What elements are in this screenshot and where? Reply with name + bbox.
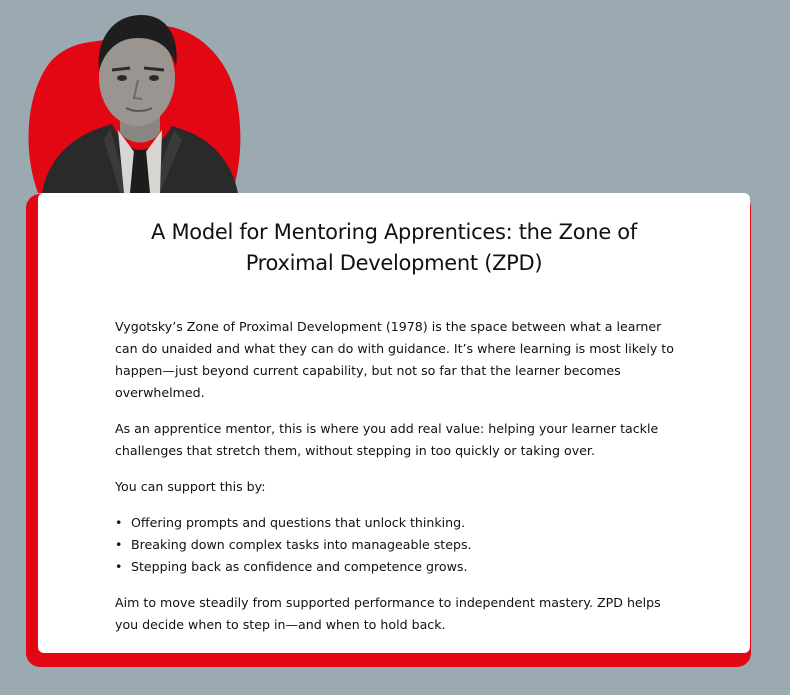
- list-item-text: Stepping back as confidence and competence grows.: [131, 559, 468, 574]
- red-blob-shape: [29, 26, 241, 193]
- card-title: A Model for Mentoring Apprentices: the Zone of Proximal Development (ZPD): [151, 220, 637, 275]
- mentor-paragraph: As an apprentice mentor, this is where you add real value: helping your learner tackle challenges that stretch them, without stepping in too quickly or taking over.: [115, 421, 659, 458]
- list-item-text: Breaking down complex tasks into manageable steps.: [131, 537, 472, 552]
- list-item: [115, 556, 685, 578]
- list-item: [115, 512, 685, 534]
- intro-paragraph: Vygotsky’s Zone of Proximal Development (1978) is the space between what a learner can do unaided and what they can do with guidance. It’s where learning is most likely to happen—just beyond current capability, but not so far that the learner becomes overwhelmed.: [115, 319, 674, 400]
- bullet-icon: •: [115, 559, 123, 574]
- bullet-icon: •: [115, 515, 123, 530]
- support-list: [115, 512, 685, 578]
- bullet-icon: •: [115, 537, 123, 552]
- closing-paragraph: Aim to move steadily from supported performance to independent mastery. ZPD helps you decide when to step in—and when to hold back.: [115, 595, 661, 632]
- list-item-text: Offering prompts and questions that unlock thinking.: [131, 515, 466, 530]
- list-item: [115, 534, 685, 556]
- card-body: [115, 316, 685, 650]
- content-card: [38, 193, 750, 653]
- portrait-photo: [42, 15, 238, 193]
- support-lead-paragraph: You can support this by:: [115, 479, 266, 494]
